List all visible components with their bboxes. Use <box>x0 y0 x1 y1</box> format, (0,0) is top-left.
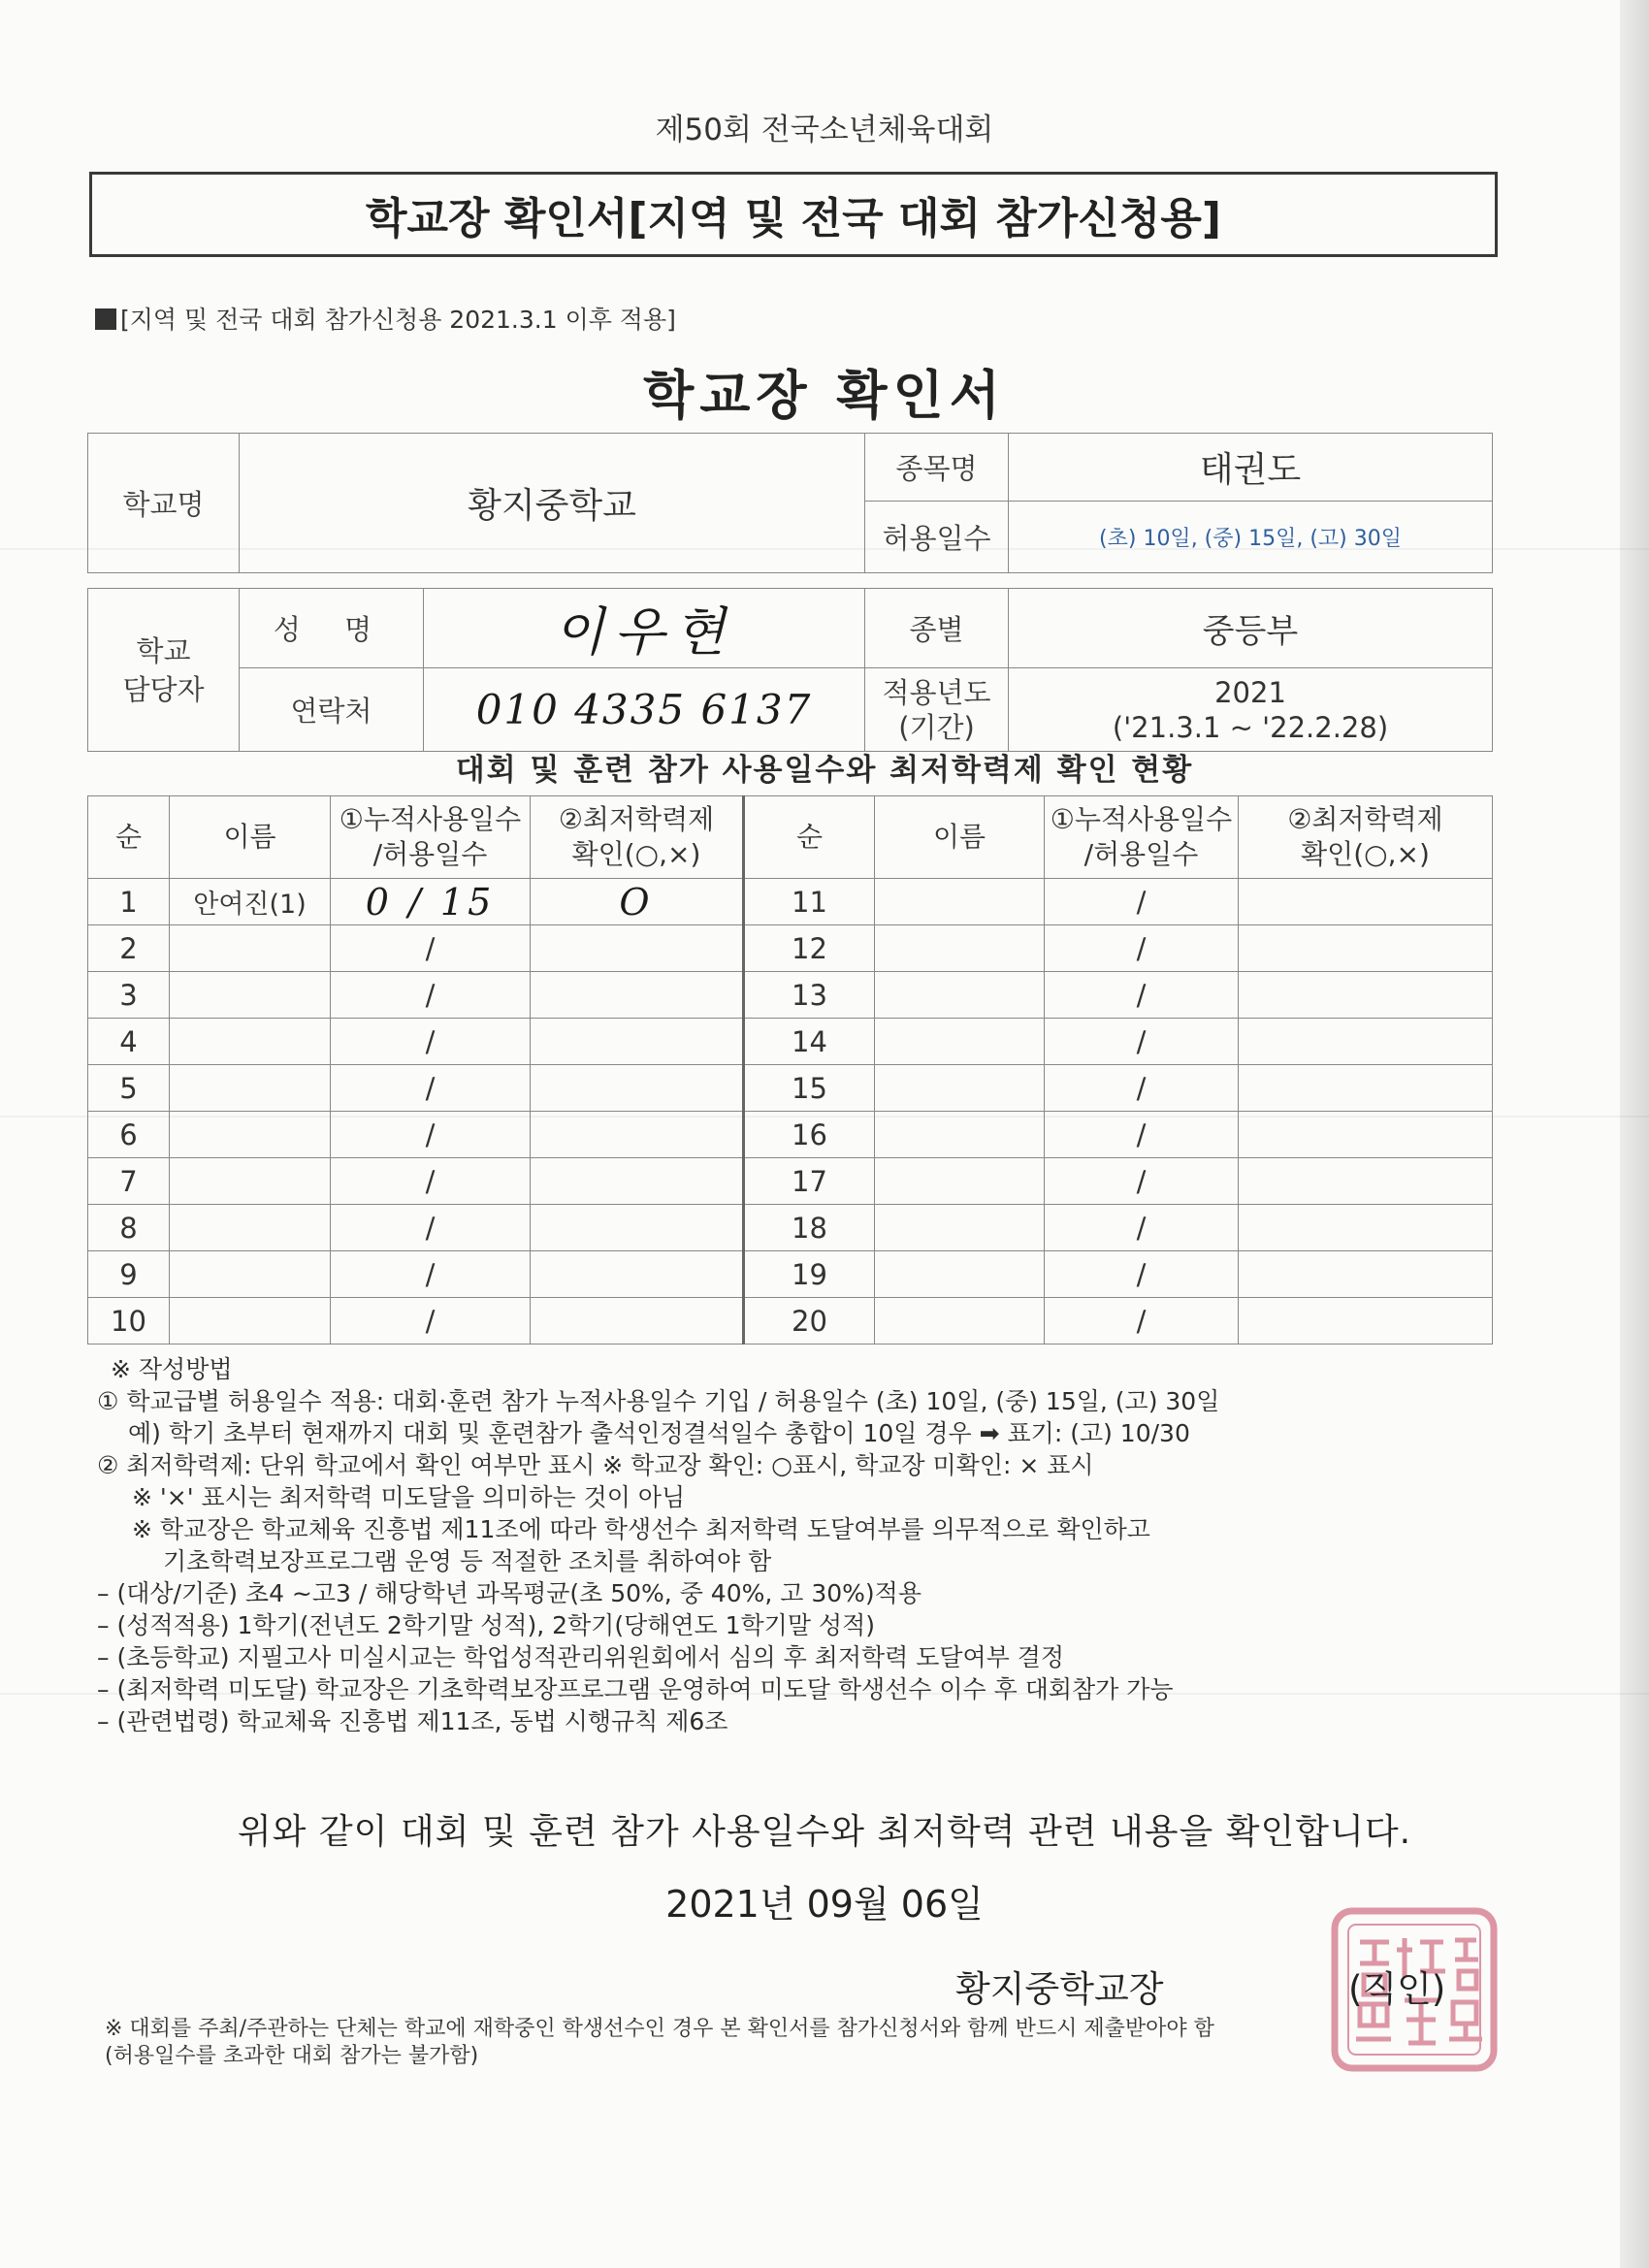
square-bullet-icon <box>95 308 116 330</box>
row-name-right <box>875 925 1045 972</box>
row-days-right: / <box>1045 1205 1239 1251</box>
allowed-days-value: (초) 10일, (중) 15일, (고) 30일 <box>1009 502 1493 573</box>
row-check-right <box>1239 879 1493 925</box>
row-check-right <box>1239 1019 1493 1065</box>
row-check-right <box>1239 1112 1493 1158</box>
table-row <box>88 925 1493 972</box>
row-name-right <box>875 1158 1045 1205</box>
instruction-line: ① 학교급별 허용일수 적용: 대회·훈련 참가 누적사용일수 기입 / 허용일수 (초) 10일, (중) 15일, (고) 30일 <box>97 1387 1220 1415</box>
row-days-left: / <box>331 972 531 1019</box>
row-days-left: / <box>331 1065 531 1112</box>
issue-date: 2021년 09월 06일 <box>665 1883 984 1926</box>
header-days-right-line1: ①누적사용일수 <box>1050 803 1233 835</box>
header-days-left-line2: /허용일수 <box>372 838 488 870</box>
row-check-right <box>1239 925 1493 972</box>
table-row <box>88 879 1493 925</box>
row-no-left: 10 <box>88 1298 170 1345</box>
footer-note-line: (허용일수를 초과한 대회 참가는 불가함) <box>105 2044 479 2068</box>
row-no-right: 13 <box>744 972 875 1019</box>
row-name-left <box>170 1298 331 1345</box>
row-check-right <box>1239 972 1493 1019</box>
roster-header-row <box>88 796 1493 879</box>
row-days-left: / <box>331 925 531 972</box>
row-name-left: 안여진(1) <box>170 879 331 925</box>
instruction-line: ② 최저학력제: 단위 학교에서 확인 여부만 표시 ※ 학교장 확인: ○표시, 학교장 미확인: × 표시 <box>97 1451 1094 1479</box>
row-no-right: 20 <box>744 1298 875 1345</box>
row-name-right <box>875 1205 1045 1251</box>
instruction-line: ※ 학교장은 학교체육 진흥법 제11조에 따라 학생선수 최저학력 도달여부를 의무적으로 확인하고 <box>132 1515 1150 1543</box>
paper-edge <box>1620 0 1649 2268</box>
instruction-line: 기초학력보장프로그램 운영 등 적절한 조치를 취하여야 함 <box>163 1547 772 1575</box>
row-name-right <box>875 1065 1045 1112</box>
row-no-left: 7 <box>88 1158 170 1205</box>
row-no-left: 1 <box>88 879 170 925</box>
table-row <box>88 1065 1493 1112</box>
applicability-note-text: [지역 및 전국 대회 참가신청용 2021.3.1 이후 적용] <box>120 306 676 334</box>
header-no-right: 순 <box>744 796 875 879</box>
row-no-left: 4 <box>88 1019 170 1065</box>
manager-contact-value: 010 4335 6137 <box>424 668 865 752</box>
applied-year-value <box>1009 668 1493 752</box>
header-check-right-line2: 확인(○,×) <box>1301 838 1430 870</box>
row-no-right: 18 <box>744 1205 875 1251</box>
row-check-left <box>531 1112 744 1158</box>
row-days-right: / <box>1045 1158 1239 1205</box>
instruction-line: 예) 학기 초부터 현재까지 대회 및 훈련참가 출석인정결석일수 총합이 10일 경우 ➡ 표기: (고) 10/30 <box>128 1419 1190 1447</box>
header-no-left: 순 <box>88 796 170 879</box>
row-name-left <box>170 1251 331 1298</box>
row-name-right <box>875 1019 1045 1065</box>
row-no-right: 17 <box>744 1158 875 1205</box>
table-row <box>88 972 1493 1019</box>
row-check-left: O <box>531 879 744 925</box>
row-check-left <box>531 1019 744 1065</box>
header-check-left-line1: ②최저학력제 <box>558 803 715 835</box>
row-name-right <box>875 1251 1045 1298</box>
row-no-left: 5 <box>88 1065 170 1112</box>
header-days-left-line1: ①누적사용일수 <box>339 803 522 835</box>
instructions <box>97 1353 1523 1737</box>
school-name-value: 황지중학교 <box>240 434 865 573</box>
row-no-left: 3 <box>88 972 170 1019</box>
table-row <box>88 1158 1493 1205</box>
sport-label: 종목명 <box>865 434 1009 502</box>
row-no-right: 14 <box>744 1019 875 1065</box>
row-days-left: 0 / 15 <box>331 879 531 925</box>
row-no-left: 9 <box>88 1251 170 1298</box>
row-no-right: 19 <box>744 1251 875 1298</box>
row-check-right <box>1239 1065 1493 1112</box>
manager-name-value: 이우현 <box>424 589 865 668</box>
row-check-left <box>531 1205 744 1251</box>
row-days-right: / <box>1045 972 1239 1019</box>
row-check-right <box>1239 1158 1493 1205</box>
table-row <box>88 1112 1493 1158</box>
header-days-right-line2: /허용일수 <box>1083 838 1199 870</box>
principal-title: 황지중학교장 <box>955 1968 1164 2010</box>
row-check-right <box>1239 1298 1493 1345</box>
row-name-right <box>875 1298 1045 1345</box>
roster-table <box>87 795 1493 1345</box>
row-check-right <box>1239 1251 1493 1298</box>
header-check-right <box>1239 796 1493 879</box>
header-check-left <box>531 796 744 879</box>
row-days-right: / <box>1045 879 1239 925</box>
applicability-note <box>95 301 676 336</box>
row-check-right <box>1239 1205 1493 1251</box>
division-value: 중등부 <box>1009 589 1493 668</box>
row-days-right: / <box>1045 1019 1239 1065</box>
row-days-left: / <box>331 1298 531 1345</box>
row-days-right: / <box>1045 1251 1239 1298</box>
manager-name-label: 성 명 <box>240 589 424 668</box>
instructions-heading: ※ 작성방법 <box>111 1355 233 1383</box>
table-row <box>88 1298 1493 1345</box>
row-name-left <box>170 1205 331 1251</box>
row-check-left <box>531 972 744 1019</box>
footer-note-line: ※ 대회를 주최/주관하는 단체는 학교에 재학중인 학생선수인 경우 본 확인서를 참가신청서와 함께 반드시 제출받아야 함 <box>105 2017 1214 2041</box>
row-name-left <box>170 1019 331 1065</box>
row-days-right: / <box>1045 1112 1239 1158</box>
row-check-left <box>531 925 744 972</box>
document-title: 학교장 확인서[지역 및 전국 대회 참가신청용] <box>89 172 1498 257</box>
school-name-label: 학교명 <box>88 434 240 573</box>
division-label: 종별 <box>865 589 1009 668</box>
row-check-left <box>531 1298 744 1345</box>
footer-note <box>105 2016 1502 2070</box>
confirmation-statement: 위와 같이 대회 및 훈련 참가 사용일수와 최저학력 관련 내용을 확인합니다. <box>237 1812 1412 1852</box>
row-days-right: / <box>1045 925 1239 972</box>
instruction-line: – (관련법령) 학교체육 진흥법 제11조, 동법 시행규칙 제6조 <box>97 1707 728 1735</box>
instruction-line: – (최저학력 미도달) 학교장은 기초학력보장프로그램 운영하여 미도달 학생선수 이수 후 대회참가 가능 <box>97 1675 1174 1703</box>
manager-contact-label: 연락처 <box>240 668 424 752</box>
header-name-left: 이름 <box>170 796 331 879</box>
info-table <box>87 433 1493 752</box>
header-days-right <box>1045 796 1239 879</box>
row-days-left: / <box>331 1019 531 1065</box>
row-check-left <box>531 1065 744 1112</box>
instruction-line: ※ '×' 표시는 최저학력 미도달을 의미하는 것이 아님 <box>132 1483 686 1511</box>
school-manager-label-line2: 담당자 <box>122 672 205 706</box>
header-name-right: 이름 <box>875 796 1045 879</box>
row-no-right: 15 <box>744 1065 875 1112</box>
row-no-right: 11 <box>744 879 875 925</box>
row-no-right: 16 <box>744 1112 875 1158</box>
row-name-left <box>170 1112 331 1158</box>
row-days-left: / <box>331 1112 531 1158</box>
seal-placeholder: (직인) <box>1348 1968 1446 2010</box>
instruction-line: – (초등학교) 지필고사 미실시교는 학업성적관리위원회에서 심의 후 최저학력 도달여부 결정 <box>97 1643 1065 1671</box>
row-name-right <box>875 972 1045 1019</box>
row-check-left <box>531 1251 744 1298</box>
row-name-left <box>170 1158 331 1205</box>
main-title: 학교장 확인서 <box>643 365 1006 426</box>
row-name-left <box>170 925 331 972</box>
table-row <box>88 1251 1493 1298</box>
status-section-title: 대회 및 훈련 참가 사용일수와 최저학력제 확인 현황 <box>455 753 1194 788</box>
row-name-left <box>170 1065 331 1112</box>
school-manager-label <box>88 589 240 752</box>
row-days-left: / <box>331 1251 531 1298</box>
row-no-left: 2 <box>88 925 170 972</box>
header-check-right-line1: ②최저학력제 <box>1287 803 1443 835</box>
applied-year-label-line1: 적용년도 <box>882 675 991 709</box>
allowed-days-label: 허용일수 <box>865 502 1009 573</box>
instruction-line: – (대상/기준) 초4 ~고3 / 해당학년 과목평균(초 50%, 중 40%, 고 30%)적용 <box>97 1579 922 1607</box>
event-name: 제50회 전국소년체육대회 <box>655 113 994 147</box>
row-no-right: 12 <box>744 925 875 972</box>
applied-year-label-line2: (기간) <box>898 710 975 744</box>
row-days-left: / <box>331 1205 531 1251</box>
header-days-left <box>331 796 531 879</box>
instruction-line: – (성적적용) 1학기(전년도 2학기말 성적), 2학기(당해연도 1학기말 성적) <box>97 1611 875 1639</box>
row-name-left <box>170 972 331 1019</box>
applied-year-label <box>865 668 1009 752</box>
header-check-left-line2: 확인(○,×) <box>571 838 701 870</box>
table-row <box>88 1019 1493 1065</box>
row-no-left: 6 <box>88 1112 170 1158</box>
row-name-right <box>875 1112 1045 1158</box>
row-name-right <box>875 879 1045 925</box>
sport-value: 태권도 <box>1009 434 1493 502</box>
applied-period: ('21.3.1 ~ '22.2.28) <box>1112 710 1389 744</box>
row-check-left <box>531 1158 744 1205</box>
applied-year: 2021 <box>1214 675 1286 709</box>
row-gap <box>88 573 1493 589</box>
row-days-left: / <box>331 1158 531 1205</box>
row-days-right: / <box>1045 1065 1239 1112</box>
row-no-left: 8 <box>88 1205 170 1251</box>
school-manager-label-line1: 학교 <box>136 633 191 667</box>
row-days-right: / <box>1045 1298 1239 1345</box>
table-row <box>88 1205 1493 1251</box>
